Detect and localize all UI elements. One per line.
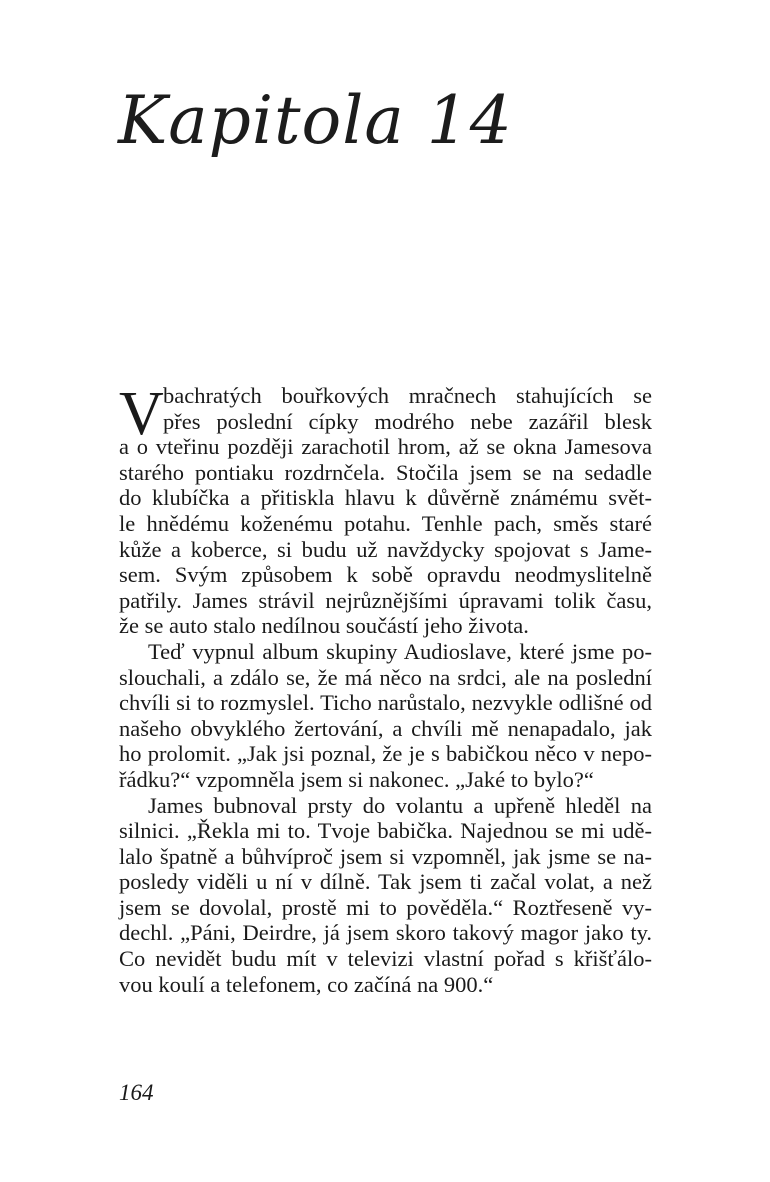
text-line: starého pontiaku rozdrnčela. Stočila jsem se na sedadle: [119, 459, 652, 485]
text-line: sem. Svým způsobem k sobě opravdu neodmyslitelně: [119, 562, 652, 588]
text-line: bachratých bouřkových mračnech stahujících se: [163, 383, 652, 408]
drop-cap: V: [119, 380, 164, 448]
text-line: vou koulí a telefonem, co začíná na 900.“: [119, 971, 494, 997]
text-line: patřily. James strávil nejrůznějšími úpravami tolik času,: [119, 587, 652, 613]
text-line: Co nevidět budu mít v televizi vlastní pořad s křišťálo-: [119, 946, 652, 972]
chapter-title: Kapitola 14: [118, 82, 513, 159]
text-line: lalo špatně a bůhvíproč jsem si vzpomněl, jak jsme se na-: [119, 843, 652, 869]
text-line: slouchali, a zdálo se, že má něco na srdci, ale na poslední: [119, 664, 652, 690]
text-line: silnici. „Řekla mi to. Tvoje babička. Najednou se mi udě-: [119, 818, 652, 844]
text-line: a o vteřinu později zarachotil hrom, až se okna Jamesova: [119, 434, 652, 460]
text-line: le hnědému koženému potahu. Tenhle pach, směs staré: [119, 510, 652, 536]
page-number: 164: [119, 1080, 154, 1105]
body-text: [119, 380, 652, 997]
text-line: přes poslední cípky modrého nebe zazářil blesk: [163, 408, 652, 434]
text-line: řádku?“ vzpomněla jsem si nakonec. „Jaké to bylo?“: [119, 766, 594, 792]
text-line: našeho obvyklého žertování, a chvíli mě nenapadalo, jak: [119, 715, 652, 741]
text-line: do klubíčka a přitiskla hlavu k důvěrně známému svět-: [119, 485, 652, 511]
text-line: Teď vypnul album skupiny Audioslave, které jsme po-: [148, 638, 652, 664]
text-line: posledy viděli u ní v dílně. Tak jsem ti začal volat, a než: [119, 869, 652, 895]
text-line: že se auto stalo nedílnou součástí jeho života.: [119, 613, 529, 639]
text-line: chvíli si to rozmyslel. Ticho narůstalo, nezvykle odlišné od: [119, 690, 652, 716]
text-line: dechl. „Páni, Deirdre, já jsem skoro takový magor jako ty.: [119, 920, 652, 946]
text-line: jsem se dovolal, prostě mi to pověděla.“ Roztřeseně vy-: [119, 894, 652, 920]
text-line: James bubnoval prsty do volantu a upřeně hleděl na: [148, 792, 652, 818]
text-line: ho prolomit. „Jak jsi poznal, že je s babičkou něco v nepo-: [119, 741, 652, 767]
text-line: kůže a koberce, si budu už navždycky spojovat s Jame-: [119, 536, 652, 562]
